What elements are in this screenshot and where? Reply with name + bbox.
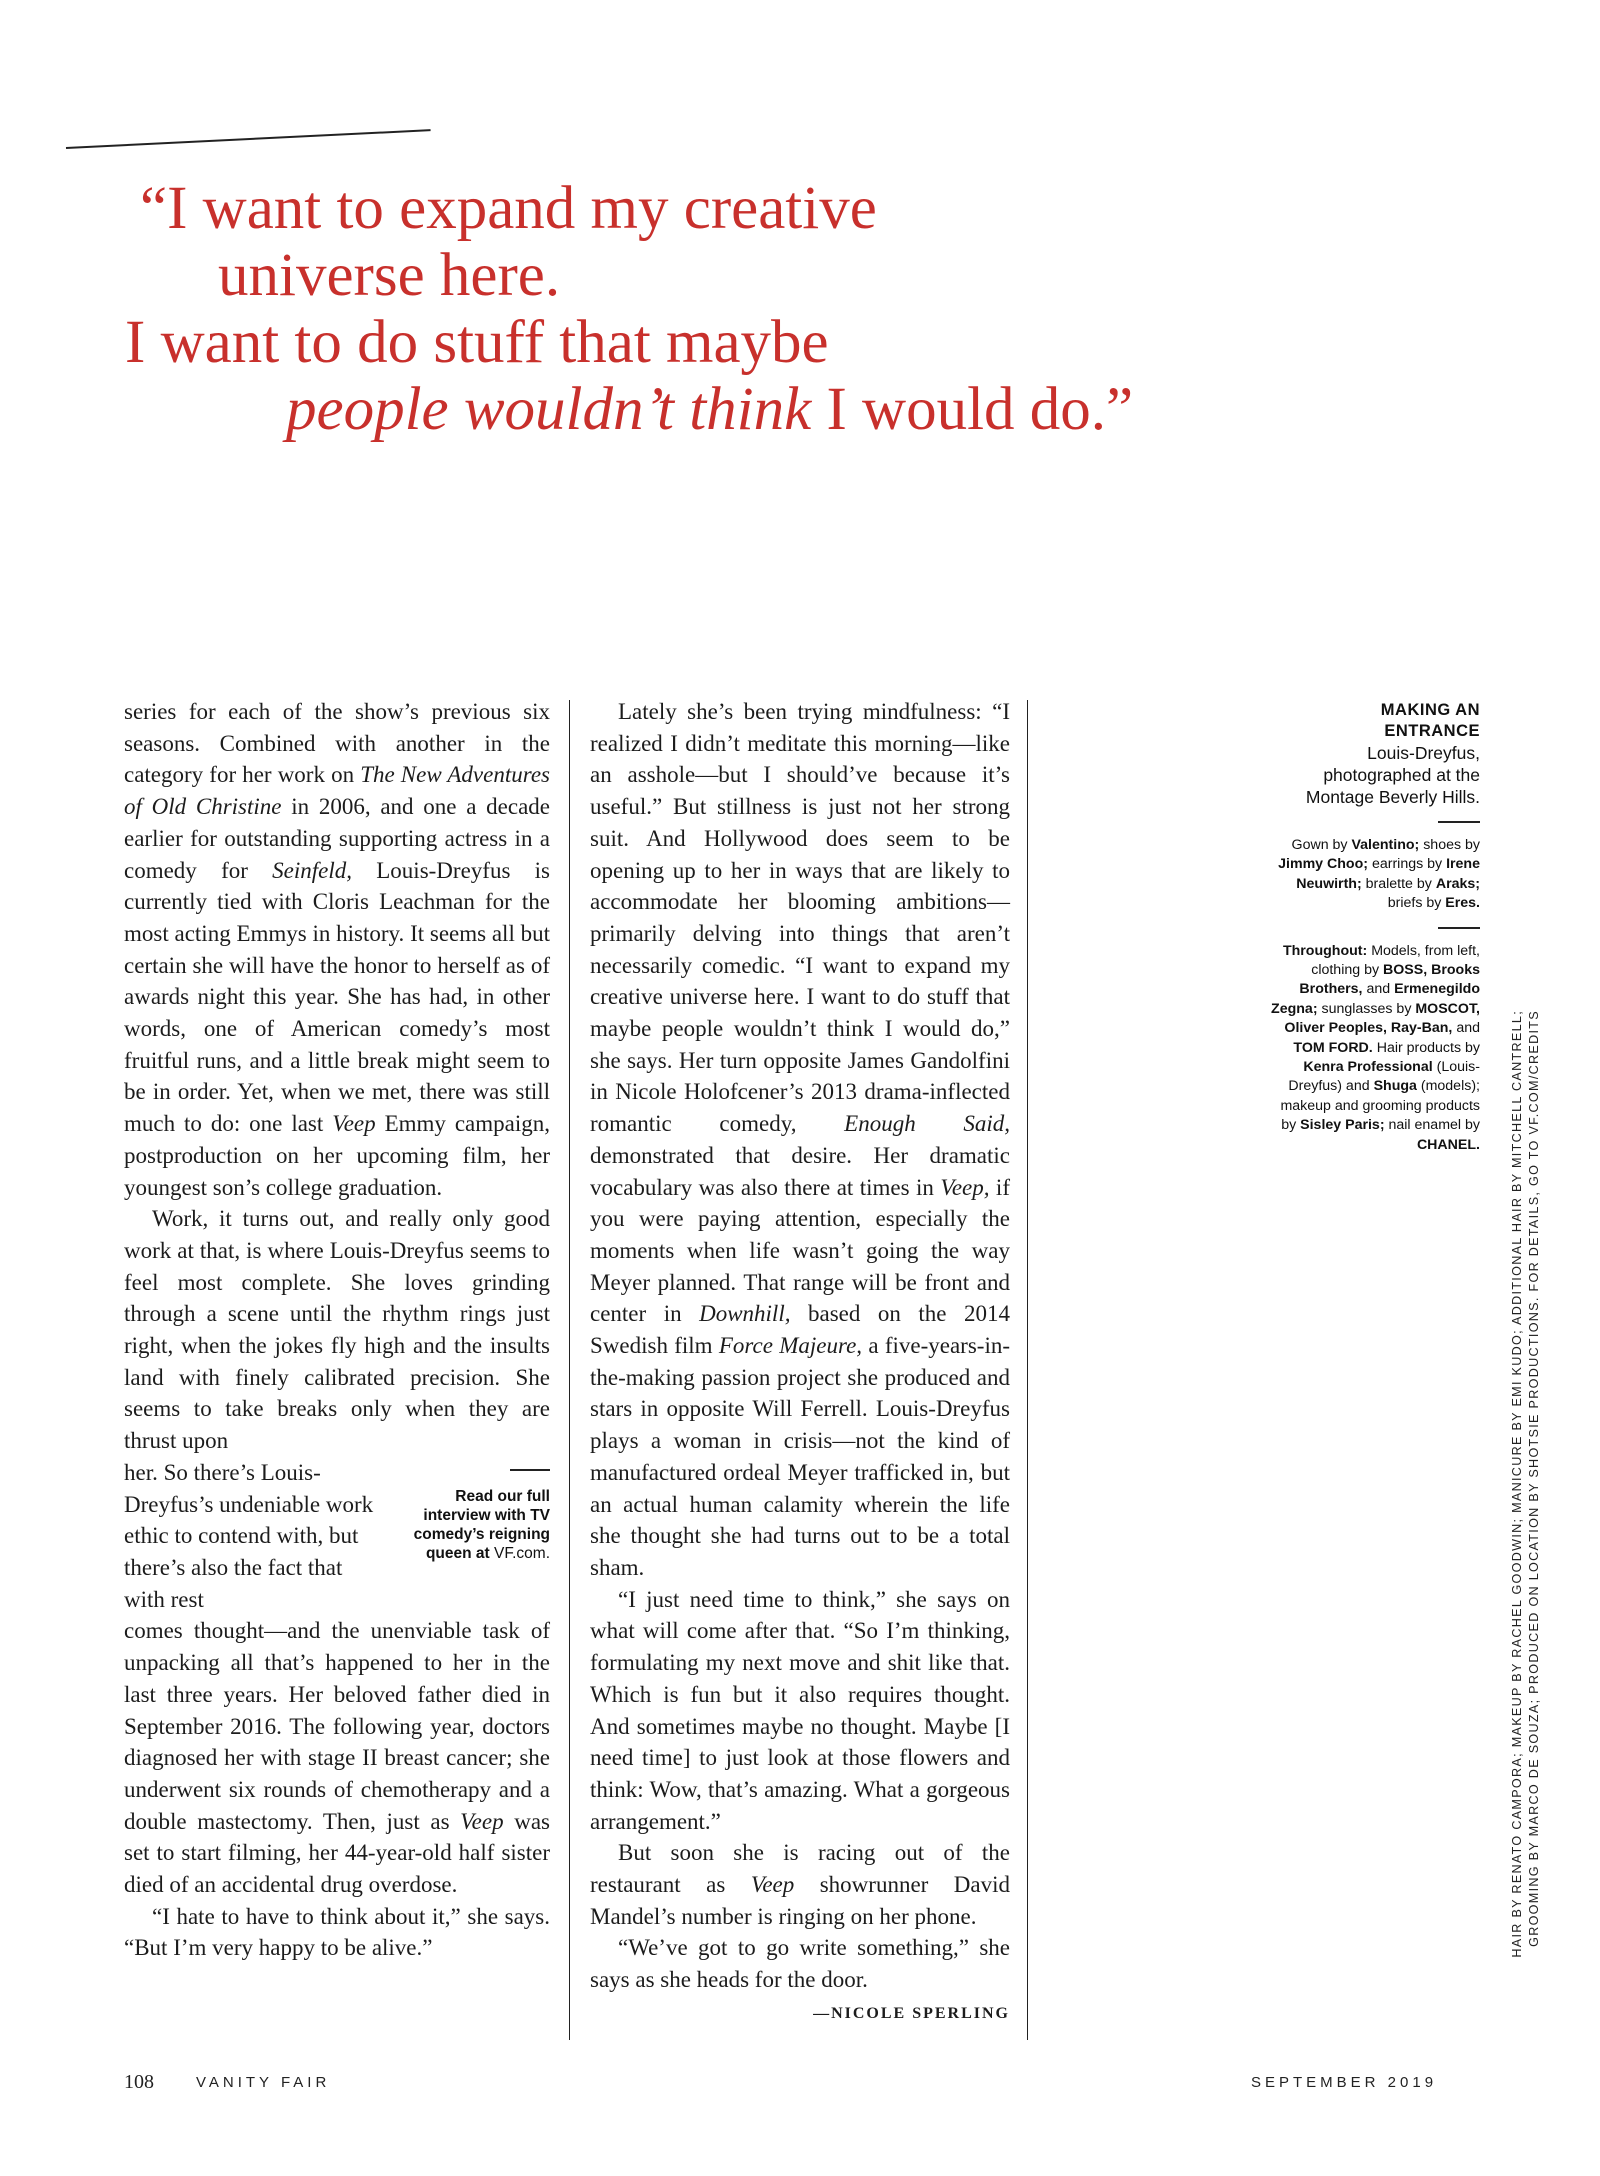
credit-line: GROOMING BY MARCO DE SOUZA; PRODUCED ON LOCATION BY SHOTSIE PRODUCTIONS. FOR DETAILS, GO TO VF.COM/CREDITS	[1527, 1010, 1541, 1947]
text: But soon she is racing out of the restaurant as	[590, 1840, 1010, 1898]
text: her. So there’s Louis-Dreyfus’s undeniable work ethic to contend with, but there’s also the fact that with rest	[124, 1459, 374, 1612]
italic-title: Veep	[750, 1872, 795, 1898]
page-number: 108	[124, 2071, 154, 2093]
fashion-credits	[1270, 836, 1480, 914]
divider	[1438, 927, 1480, 929]
article-column-1	[124, 696, 550, 1964]
pull-quote-end: I would do.”	[811, 376, 1134, 443]
text: “I just need time to think,” she says on what will come after that. “So I’m thinking, formulating my next move and shit like that. Which is fun but it also requires thought. And sometimes maybe no thought. Maybe [I need time] to just look at those flowers and think: Wow, that’s amazing. What a gorgeous arrangement.”	[590, 1586, 1010, 1834]
pullbox-wrap	[124, 1457, 550, 1616]
photo-caption-sidebar	[1270, 700, 1480, 1155]
caption-text: Louis-Dreyfus, photographed at the Montage Beverly Hills.	[1305, 743, 1480, 807]
credit-text: nail enamel by	[1384, 1117, 1480, 1134]
text: in 2006, and one a decade earlier for outstanding supporting actress in a comedy for	[124, 794, 550, 883]
paragraph	[590, 1932, 1010, 1995]
pull-quote-line	[286, 376, 1133, 443]
text: Work, it turns out, and really only good work at that, is where Louis-Dreyfus seems to feel most complete. She loves grinding through a scene until the rhythm rings just right, when the jokes fly high and the insults land with finely calibrated precision. She seems to take breaks only when they are thrust upon	[124, 1206, 550, 1454]
credit-brand: MOSCOT, Oliver Peoples, Ray-Ban,	[1284, 1000, 1480, 1037]
model-credits	[1270, 942, 1480, 1155]
caption-heading: MAKING AN	[1380, 701, 1480, 719]
credit-text: Hair products by	[1372, 1039, 1480, 1056]
paragraph	[590, 1584, 1010, 1838]
credit-brand: Eres.	[1445, 895, 1480, 912]
text: comes thought—and the unenviable task of unpacking all that’s happened to her in the last three years. Her beloved father died in September 2016. The following year, doctors diagnosed her with stage II breast cancer; she underwent six rounds of chemotherapy and a double mastectomy. Then, just as	[124, 1618, 550, 1834]
promo-text: Read our full interview with TV comedy’s reigning queen at	[413, 1487, 550, 1562]
text: Emmy campaign, postproduction on her upcoming film, her youngest son’s college graduation.	[124, 1111, 550, 1200]
italic-title: The New Adventures of Old Christine	[124, 762, 550, 820]
paragraph-continued	[124, 1615, 550, 1900]
magazine-name: VANITY FAIR	[196, 2074, 331, 2091]
text: showrunner David Mandel’s number is ringing on her phone.	[590, 1872, 1010, 1929]
text: Louis-Dreyfus is currently tied with Cloris Leachman for the most acting Emmys in history. It seems all but certain she will have the honor to herself as of awards night this year. She has had, in other words, one of American comedy’s most fruitful runs, and a little break might seem to be in order. Yet, when we met, there was still much to do: one last	[124, 857, 550, 1137]
credit-text: shoes by	[1419, 837, 1480, 853]
italic-title: Force Majeure,	[718, 1333, 863, 1359]
credit-text: (models); makeup and grooming products by	[1280, 1078, 1480, 1134]
credit-text: sunglasses by	[1317, 1000, 1416, 1017]
paragraph	[590, 696, 1010, 1584]
author-byline: —NICOLE SPERLING	[813, 2004, 1010, 2022]
italic-title: Downhill,	[699, 1301, 791, 1327]
text: demonstrated that desire. Her dramatic vocabulary was also there at times in	[590, 1142, 1010, 1200]
credit-brand: Araks;	[1435, 875, 1480, 892]
web-promo-box	[398, 1459, 550, 1563]
credit-text: Models, from left, clothing by	[1311, 942, 1480, 979]
issue-date: SEPTEMBER 2019	[1251, 2074, 1438, 2091]
credit-brand: Kenra Professional	[1303, 1059, 1433, 1076]
credit-text: earrings by	[1368, 856, 1447, 873]
credit-text: Gown by	[1291, 837, 1352, 853]
credit-brand: Shuga	[1373, 1078, 1417, 1095]
text: series for each of the show’s previous six seasons. Combined with another in the category for her work on	[124, 699, 550, 788]
paragraph	[124, 696, 550, 1203]
credit-text: bralette by	[1361, 875, 1436, 892]
credit-text: and	[1452, 1020, 1480, 1037]
text: based on the 2014 Swedish film	[590, 1301, 1010, 1359]
pull-quote-line: universe here.	[218, 242, 561, 309]
credit-brand: Throughout:	[1282, 942, 1368, 959]
paragraph	[124, 1901, 550, 1964]
credit-text: and	[1362, 981, 1395, 998]
top-rule	[66, 129, 431, 149]
photo-credits-vertical	[1509, 1010, 1543, 2010]
pull-quote-line: I want to do stuff that maybe	[125, 309, 829, 376]
paragraph	[124, 1203, 550, 1457]
text: was set to start filming, her 44-year-old half sister died of an accidental drug overdose.	[124, 1808, 550, 1898]
credit-brand: CHANEL.	[1416, 1136, 1480, 1153]
credit-brand: Jimmy Choo;	[1278, 856, 1368, 873]
divider	[510, 1469, 550, 1471]
italic-title: Veep,	[940, 1174, 990, 1200]
text: Lately she’s been trying mindfulness: “I realized I didn’t meditate this morning—like an asshole—but I should’ve because it’s useful.” But stillness is just not her strong suit. And Hollywood does seem to be opening up to her in ways that are likely to accommodate her blooming ambitions—primarily delving into things that aren’t necessarily comedic. “I want to expand my creative universe here. I want to do stuff that maybe people wouldn’t think I would do,” she says. Her turn opposite James Gandolfini in Nicole Holofcener’s 2013 drama-inflected romantic comedy,	[590, 699, 1010, 1137]
credit-brand: TOM FORD.	[1293, 1039, 1373, 1056]
pull-quote-italic: people wouldn’t think	[286, 376, 812, 443]
italic-title: Enough Said,	[844, 1111, 1010, 1137]
credit-text: briefs by	[1387, 895, 1446, 912]
caption-heading: ENTRANCE	[1384, 722, 1480, 740]
italic-title: Veep	[460, 1808, 504, 1834]
italic-title: Veep	[332, 1111, 376, 1137]
credit-brand: Irene Neuwirth;	[1296, 856, 1480, 892]
divider	[1438, 821, 1480, 823]
paragraph	[590, 1837, 1010, 1932]
text: “We’ve got to go write something,” she says as she heads for the door.	[590, 1935, 1010, 1993]
italic-title: Seinfeld,	[272, 857, 352, 883]
text: if you were paying attention, especially the moments when life wasn’t going the way Meyer planned. That range will be front and center in	[590, 1174, 1010, 1327]
credit-brand: BOSS, Brooks Brothers,	[1299, 962, 1480, 998]
credit-brand: Ermenegildo Zegna;	[1271, 981, 1480, 1017]
credit-line: HAIR BY RENATO CAMPORA; MAKEUP BY RACHEL GOODWIN; MANICURE BY EMI KUDO; ADDITIONAL HAIR BY MITCHELL CANTRELL;	[1510, 1010, 1524, 1958]
promo-link[interactable]: VF.com.	[494, 1544, 550, 1562]
credit-brand: Valentino;	[1351, 837, 1420, 853]
credit-brand: Sisley Paris;	[1300, 1117, 1385, 1134]
column-divider	[1027, 700, 1028, 2040]
article-column-2	[590, 696, 1010, 2030]
column-divider	[569, 700, 570, 2040]
text: a five-years-in-the-making passion project she produced and stars in opposite Will Ferrell. Louis-Dreyfus plays a woman in crisis—not the kind of manufactured ordeal Meyer trafficked in, but an actual human calamity wherein the life she thought she had turns out to be a total sham.	[590, 1333, 1010, 1580]
credit-text: (Louis-Dreyfus) and	[1288, 1059, 1480, 1095]
text: “I hate to have to think about it,” she says. “But I’m very happy to be alive.”	[124, 1903, 550, 1961]
pull-quote-line: “I want to expand my creative	[140, 175, 877, 242]
